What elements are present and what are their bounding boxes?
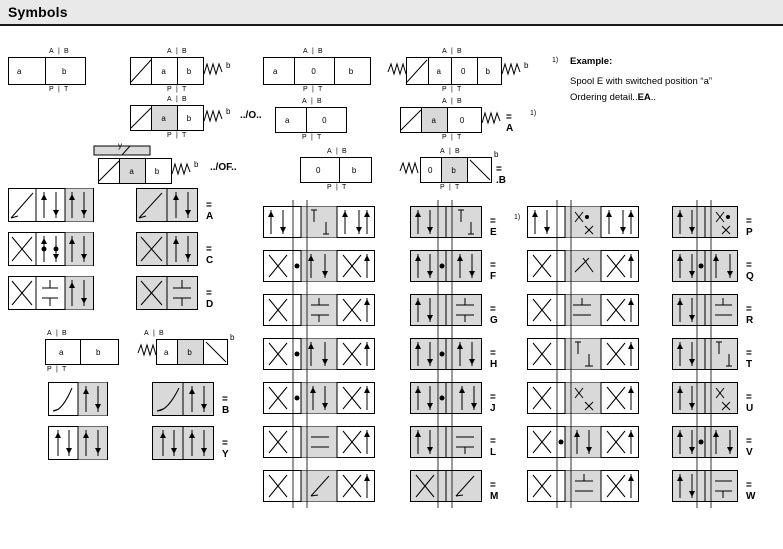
spool-symbol-Q [672, 250, 738, 282]
cell-letter-0: 0 [322, 116, 327, 125]
spool-Y-result-symbol [152, 426, 229, 460]
spool-B-symbol [48, 382, 108, 416]
spring-label-b: b [194, 160, 199, 169]
spool-label-Q: = Q [746, 260, 754, 282]
spool-symbol-J [410, 382, 482, 414]
port-label-T: T [64, 86, 69, 93]
spool-symbol-F [410, 250, 482, 282]
port-divider: | [312, 48, 314, 55]
spool-B-diagram [48, 382, 108, 416]
spool-B-result-diagram [152, 382, 214, 416]
port-label-B: B [62, 330, 67, 337]
spool-C-result-diagram [136, 232, 198, 266]
spool-label-L: = L [490, 436, 497, 458]
spool-symbol-T [672, 338, 738, 370]
solenoid-actuator-icon [407, 58, 429, 84]
spring-label-b: b [226, 107, 231, 116]
port-divider: | [153, 330, 155, 337]
example-line-2-post: .. [650, 92, 657, 103]
footnote-marker: 1) [514, 214, 521, 221]
spool-label-F: = F [490, 260, 497, 282]
spool-label-J: = J [490, 392, 496, 414]
port-divider: | [336, 148, 338, 155]
spool-label-A: = A [206, 200, 214, 222]
spool-symbol-U [672, 382, 738, 414]
cell-letter-b: b [154, 167, 160, 176]
port-label-P: P [49, 86, 54, 93]
port-divider: | [451, 86, 453, 93]
spool-symbol-3pos [527, 338, 639, 370]
spool-symbol-3pos [263, 338, 375, 370]
spool-label-V: = V [746, 436, 753, 458]
port-label-B: B [318, 48, 323, 55]
spool-label-G: = G [490, 304, 498, 326]
solenoid-actuator-icon [99, 159, 120, 183]
spool-symbol-3pos [527, 382, 639, 414]
spool-C-symbol [8, 232, 94, 266]
cell-letter-0: 0 [459, 116, 465, 125]
example-line-2-code: EA [637, 92, 651, 103]
spool-symbol-3pos [263, 470, 375, 502]
spring-label-b: b [494, 150, 499, 159]
example-line-1: Spool E with switched position “a” [570, 76, 713, 87]
cell-letter-b: b [96, 348, 101, 357]
cell-letter-a: a [436, 67, 441, 76]
cell-letter-b: b [186, 114, 192, 123]
port-label-B: B [182, 48, 187, 55]
cell-letter-b: b [187, 348, 192, 357]
spool-D-result-symbol [136, 276, 214, 310]
cell-letter-a: a [59, 348, 64, 357]
port-label-P: P [302, 134, 307, 141]
port-divider: | [449, 184, 451, 191]
spool-symbol-R [672, 294, 738, 326]
spool-symbol-3pos [527, 426, 639, 458]
port-divider: | [176, 132, 178, 139]
spool-A-diagram [8, 188, 94, 222]
spool-label-A: = A [506, 112, 514, 134]
spool-C-result-symbol [136, 232, 214, 266]
spool-label-C: = C [206, 244, 214, 266]
spool-label-B: = .B [496, 164, 506, 186]
port-divider: | [312, 86, 314, 93]
port-label-P: P [167, 132, 172, 139]
spring-icon [204, 107, 226, 129]
example-title: Example: [570, 56, 613, 67]
spring-icon [172, 160, 194, 182]
spool-label-Y: = Y [222, 438, 229, 460]
spool-C-diagram [8, 232, 94, 266]
port-label-P: P [47, 366, 52, 373]
cell-letter-b: b [485, 67, 490, 76]
spool-symbol-3pos [263, 250, 375, 282]
port-divider: | [449, 148, 451, 155]
spool-label-E: = E [490, 216, 497, 238]
spool-D-diagram [8, 276, 94, 310]
cell-letter-a: a [164, 348, 169, 357]
spool-symbol-G [410, 294, 482, 326]
port-label-T: T [182, 86, 187, 93]
spool-symbol-M [410, 470, 482, 502]
cell-letter-0: 0 [311, 67, 316, 76]
page-title: Symbols [8, 4, 68, 20]
spool-symbol-3pos [527, 294, 639, 326]
port-label-A: A [302, 98, 307, 105]
port-label-B: B [159, 330, 164, 337]
spring-label-b: b [524, 61, 529, 70]
example-line-2 [570, 91, 656, 104]
spool-label-B: = B [222, 394, 230, 416]
port-label-B: B [317, 98, 322, 105]
spool-Y-symbol [48, 426, 108, 460]
spool-symbol-V [672, 426, 738, 458]
spool-label-U: = U [746, 392, 754, 414]
port-label-A: A [442, 98, 447, 105]
footnote-marker: 1) [530, 110, 537, 117]
port-label-A: A [167, 48, 172, 55]
solenoid-actuator-icon [401, 108, 422, 132]
port-label-P: P [442, 86, 447, 93]
cell-letter-0: 0 [316, 166, 321, 175]
cell-letter-b: b [451, 166, 456, 175]
port-divider: | [451, 98, 453, 105]
spool-B-result-symbol [152, 382, 230, 416]
spring-icon [482, 109, 504, 131]
spool-symbol-L [410, 426, 482, 458]
cell-letter-b: b [351, 166, 357, 175]
cell-letter-a: a [161, 67, 166, 76]
port-label-T: T [457, 134, 462, 141]
port-divider: | [56, 330, 58, 337]
page-header [0, 0, 783, 26]
spring-label-b: b [230, 333, 235, 342]
spring-icon [400, 159, 422, 181]
port-label-P: P [442, 134, 447, 141]
spool-symbol-3pos [263, 294, 375, 326]
port-divider: | [451, 134, 453, 141]
solenoid-actuator-icon [204, 340, 227, 364]
spool-D-symbol [8, 276, 94, 310]
spool-label-D: = D [206, 288, 214, 310]
spring-icon [204, 60, 226, 82]
cell-letter-a: a [273, 67, 278, 76]
port-label-T: T [182, 132, 187, 139]
cell-letter-a: a [285, 116, 290, 125]
cell-letter-a: a [129, 167, 134, 176]
port-label-A: A [49, 48, 54, 55]
solenoid-actuator-icon [131, 58, 152, 84]
port-label-A: A [47, 330, 52, 337]
port-label-A: A [440, 148, 445, 155]
port-divider: | [451, 48, 453, 55]
port-label-B: B [457, 98, 462, 105]
port-label-T: T [318, 86, 323, 93]
cell-letter-b: b [62, 67, 67, 76]
spring-icon [502, 60, 524, 82]
spool-Y-result-diagram [152, 426, 214, 460]
spool-symbol-H [410, 338, 482, 370]
port-label-A: A [144, 330, 149, 337]
spool-label-T: = T [746, 348, 753, 370]
spool-label-H: = H [490, 348, 498, 370]
cell-letter-a: a [431, 116, 436, 125]
port-label-T: T [62, 366, 67, 373]
port-divider: | [58, 86, 60, 93]
spool-symbol-P [672, 206, 738, 238]
spool-symbol-E [410, 206, 482, 238]
port-label-A: A [327, 148, 332, 155]
footnote-marker: 1) [552, 57, 559, 64]
port-label-P: P [440, 184, 445, 191]
port-label-B: B [182, 96, 187, 103]
solenoid-actuator-icon [131, 106, 152, 130]
cell-letter-a: a [161, 114, 166, 123]
port-divider: | [336, 184, 338, 191]
solenoid-actuator-icon [468, 158, 491, 182]
spool-label-P: = P [746, 216, 753, 238]
port-label-B: B [342, 148, 347, 155]
spool-label-M: = M [490, 480, 499, 502]
cell-letter-b: b [348, 67, 354, 76]
port-label-B: B [455, 148, 460, 155]
spool-symbol-3pos [527, 470, 639, 502]
spool-A-result-symbol [136, 188, 214, 222]
spool-A-symbol [8, 188, 94, 222]
port-label-A: A [442, 48, 447, 55]
spool-Y-diagram [48, 426, 108, 460]
spool-symbol-3pos [527, 206, 639, 238]
spool-A-result-diagram [136, 188, 198, 222]
port-divider: | [311, 98, 313, 105]
port-divider: | [58, 48, 60, 55]
port-label-P: P [303, 86, 308, 93]
example-line-2-pre: Ordering detail.. [570, 92, 638, 103]
variant-code-o: ../O.. [240, 110, 262, 121]
spool-symbol-3pos [527, 250, 639, 282]
cell-letter-b: b [186, 67, 192, 76]
variant-code-of: ../OF.. [210, 162, 237, 173]
port-divider: | [176, 48, 178, 55]
port-label-B: B [457, 48, 462, 55]
port-label-A: A [167, 96, 172, 103]
spool-symbol-3pos [263, 426, 375, 458]
port-label-T: T [455, 184, 460, 191]
port-label-P: P [327, 184, 332, 191]
spool-label-W: = W [746, 480, 756, 502]
spool-D-result-diagram [136, 276, 198, 310]
port-label-P: P [167, 86, 172, 93]
port-label-B: B [64, 48, 69, 55]
port-divider: | [56, 366, 58, 373]
cell-letter-a: a [17, 67, 22, 76]
spool-symbol-3pos [263, 382, 375, 414]
cell-letter-y: y [118, 141, 122, 150]
spool-symbol-W [672, 470, 738, 502]
port-divider: | [176, 86, 178, 93]
spool-symbol-3pos [263, 206, 375, 238]
port-divider: | [176, 96, 178, 103]
port-label-T: T [342, 184, 347, 191]
port-label-A: A [303, 48, 308, 55]
port-label-T: T [317, 134, 322, 141]
cell-letter-0: 0 [461, 67, 466, 76]
spring-label-b: b [226, 61, 231, 70]
port-label-T: T [457, 86, 462, 93]
spool-label-R: = R [746, 304, 754, 326]
port-divider: | [311, 134, 313, 141]
cell-letter-0: 0 [428, 166, 433, 175]
